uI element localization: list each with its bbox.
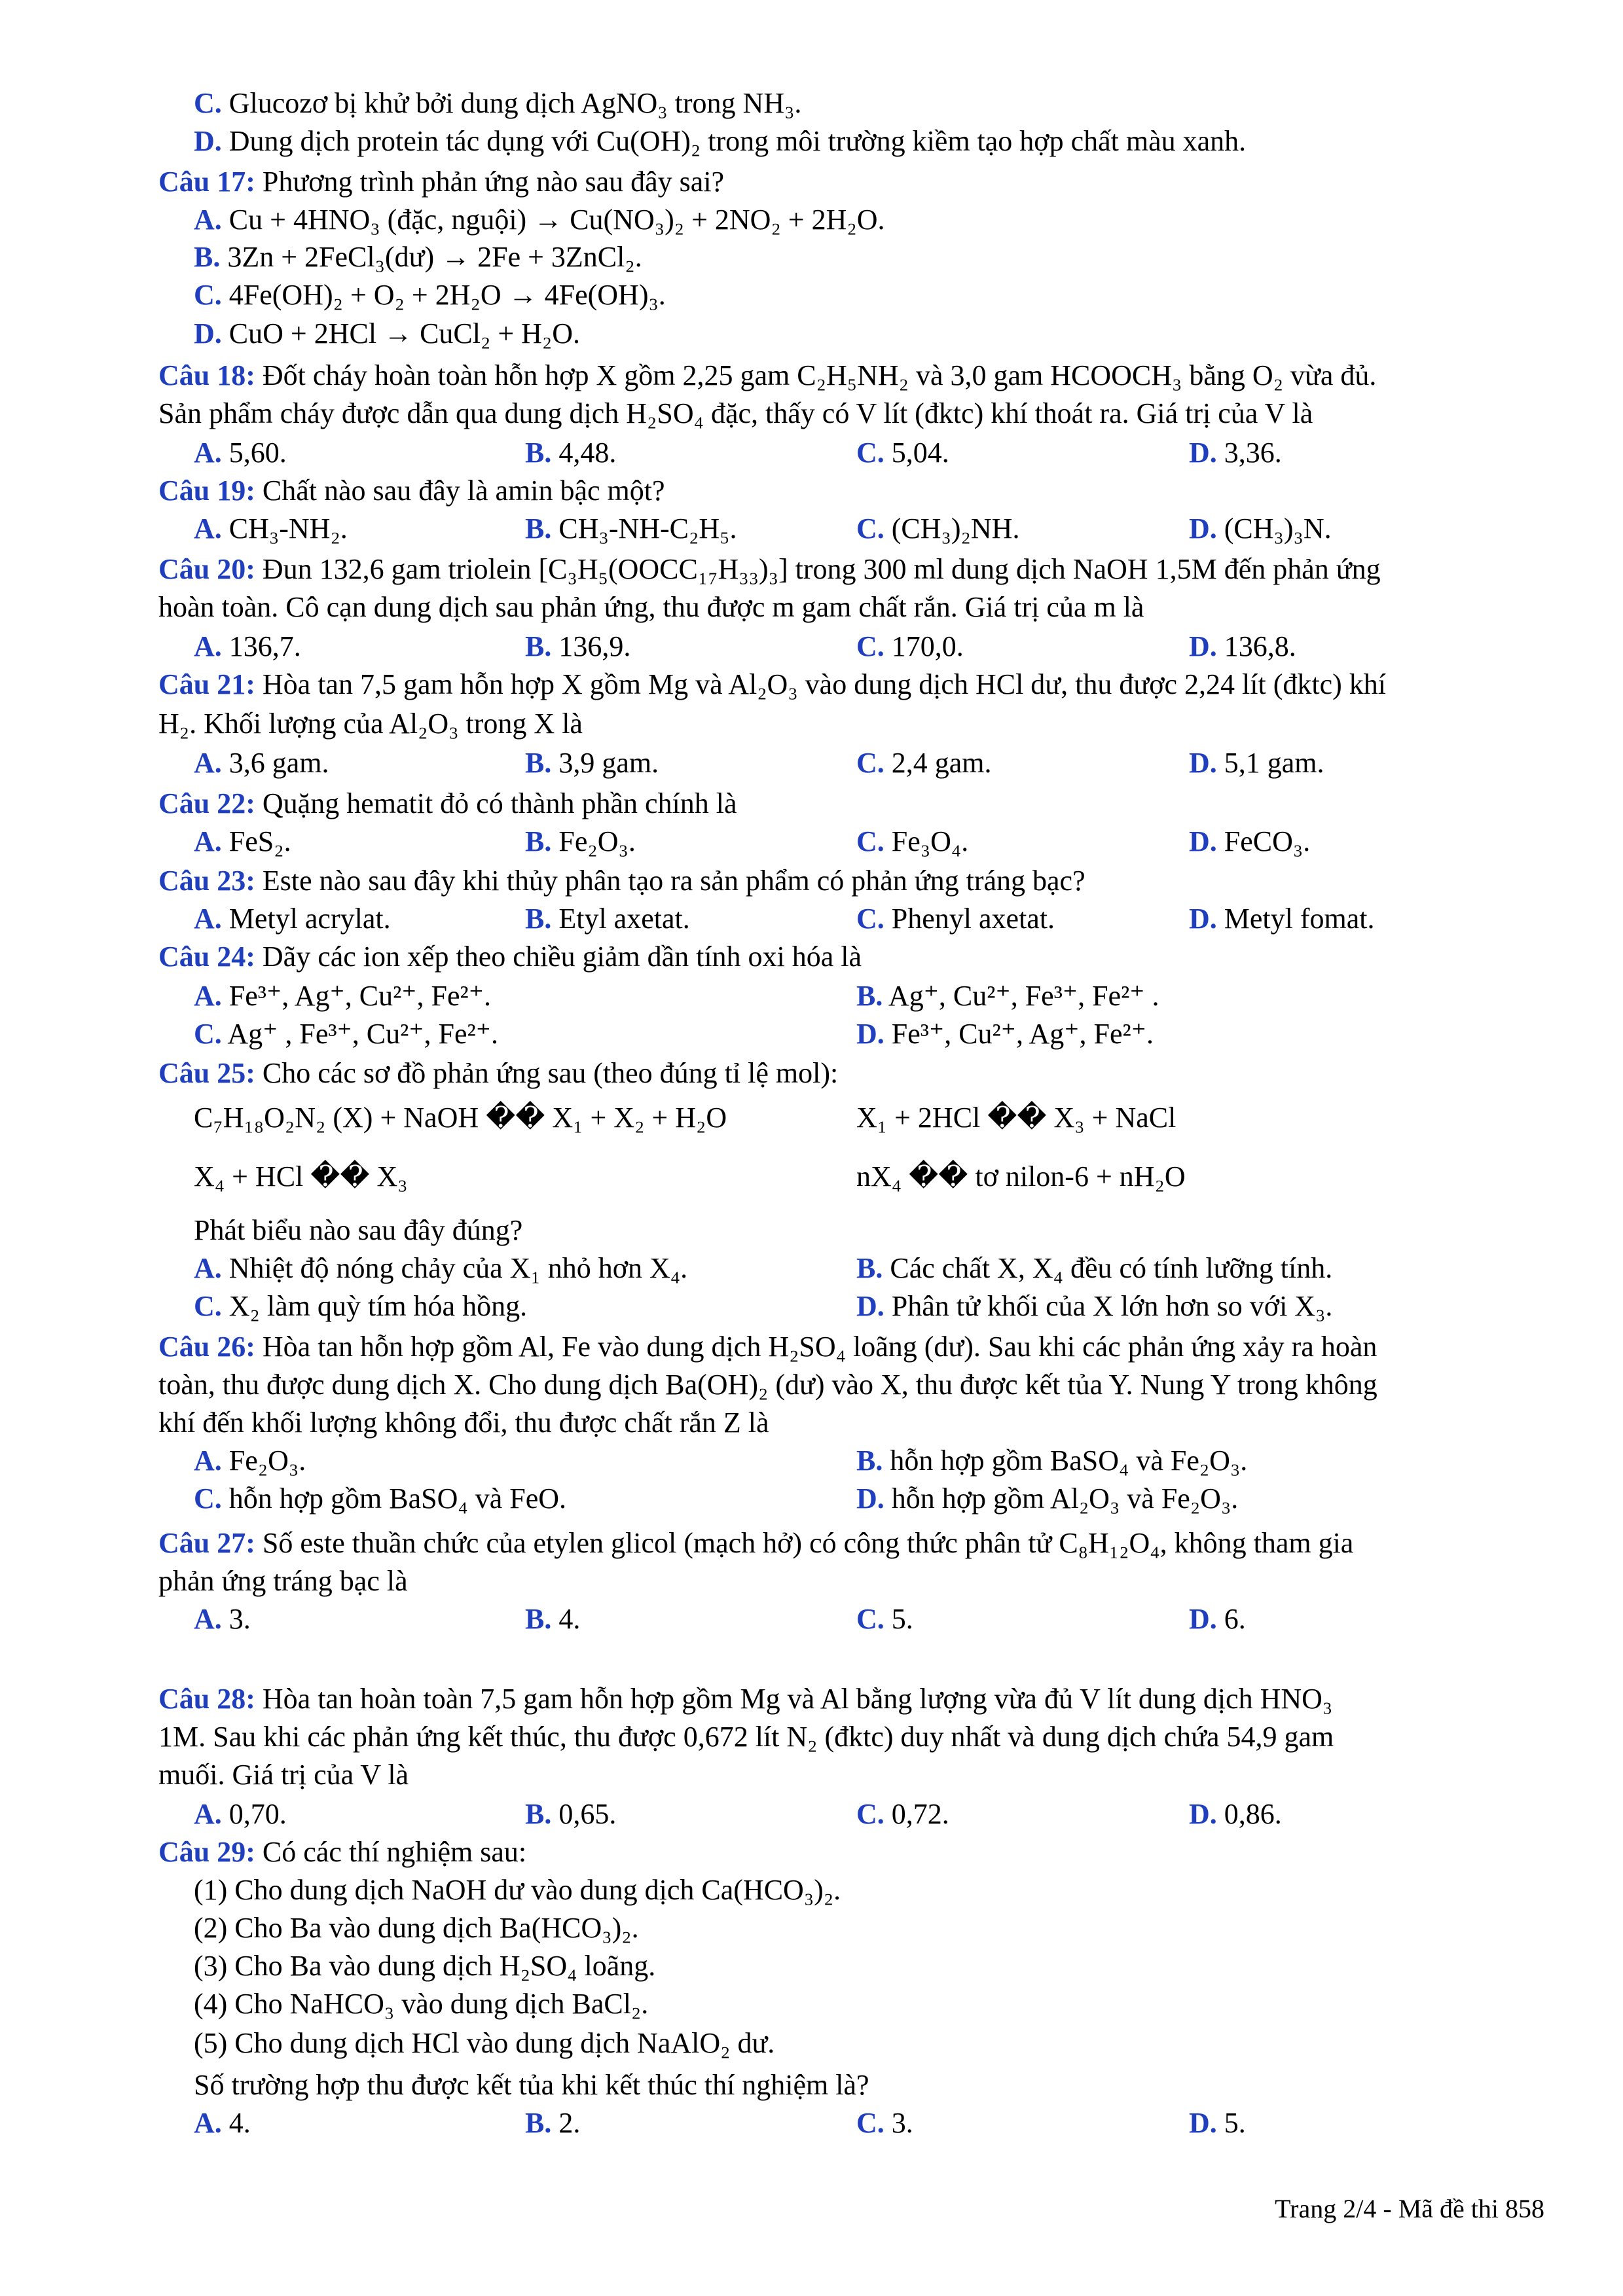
question-number: Câu 28: — [158, 1683, 255, 1715]
option-letter: A. — [194, 903, 222, 935]
option-letter: C. — [194, 1290, 222, 1322]
answer-option: A. FeS₂. — [194, 825, 291, 857]
answer-option: A. 0,70. — [194, 1798, 287, 1830]
question-text: Câu 24: Dãy các ion xếp theo chiều giảm dần tính oxi hóa là — [158, 941, 862, 973]
answer-option: C. Phenyl axetat. — [856, 903, 1055, 935]
option-letter: B. — [525, 512, 552, 545]
option-letter: B. — [856, 1444, 883, 1477]
answer-option: C. 5. — [856, 1603, 913, 1635]
option-letter: A. — [194, 1444, 222, 1477]
option-letter: C. — [856, 512, 884, 545]
text-line: Sản phẩm cháy được dẫn qua dung dịch H₂SO₄ đặc, thấy có V lít (đktc) khí thoát ra. Giá trị của V là — [158, 397, 1313, 429]
option-letter: B. — [525, 437, 552, 469]
text-line: A. Cu + 4HNO₃ (đặc, nguội) → Cu(NO₃)₂ + 2NO₂ + 2H₂O. — [194, 204, 885, 236]
question-number: Câu 22: — [158, 787, 255, 819]
answer-cell: X₁ + 2HCl �� X₃ + NaCl — [856, 1102, 1176, 1134]
question-text: Câu 21: Hòa tan 7,5 gam hỗn hợp X gồm Mg và Al₂O₃ vào dung dịch HCl dư, thu được 2,24 lít (đktc) khí — [158, 668, 1386, 700]
option-letter: C. — [194, 1482, 222, 1515]
answer-cell: B. Ag⁺, Cu²⁺, Fe³⁺, Fe²⁺ . — [856, 980, 1159, 1012]
option-letter: C. — [856, 747, 884, 779]
answer-option: A. Metyl acrylat. — [194, 903, 391, 935]
answer-option: A. 3. — [194, 1603, 251, 1635]
text-line: D. CuO + 2HCl → CuCl₂ + H₂O. — [194, 317, 581, 350]
question-text: Câu 19: Chất nào sau đây là amin bậc một? — [158, 475, 665, 507]
answer-cell: D. Phân tử khối của X lớn hơn so với X₃. — [856, 1290, 1333, 1322]
option-letter: D. — [856, 1482, 884, 1515]
option-letter: B. — [525, 1603, 552, 1635]
answer-option: A. 3,6 gam. — [194, 747, 329, 779]
question-text: Câu 22: Quặng hematit đỏ có thành phần chính là — [158, 787, 737, 819]
option-letter: A. — [194, 747, 222, 779]
option-letter: C. — [194, 279, 222, 311]
option-letter: B. — [856, 1252, 883, 1284]
option-letter: D. — [1189, 1603, 1217, 1635]
question-number: Câu 24: — [158, 941, 255, 973]
answer-option: C. (CH₃)₂NH. — [856, 512, 1020, 545]
answer-option: D. FeCO₃. — [1189, 825, 1311, 857]
answer-option: B. 3,9 gam. — [525, 747, 659, 779]
text-line: toàn, thu được dung dịch X. Cho dung dịch Ba(OH)₂ (dư) vào X, thu được kết tủa Y. Nung Y trong không — [158, 1369, 1377, 1401]
option-letter: D. — [1189, 630, 1217, 662]
question-number: Câu 23: — [158, 865, 255, 897]
answer-option: C. 0,72. — [856, 1798, 949, 1830]
answer-cell: C₇H₁₈O₂N₂ (X) + NaOH �� X₁ + X₂ + H₂O — [194, 1102, 727, 1134]
option-letter: C. — [194, 1018, 222, 1050]
option-letter: D. — [856, 1018, 884, 1050]
answer-option: B. 136,9. — [525, 630, 631, 662]
text-line: (2) Cho Ba vào dung dịch Ba(HCO₃)₂. — [194, 1912, 639, 1944]
text-line: Số trường hợp thu được kết tủa khi kết thúc thí nghiệm là? — [194, 2069, 869, 2101]
answer-option: C. 2,4 gam. — [856, 747, 992, 779]
question-number: Câu 19: — [158, 475, 255, 507]
text-line: (5) Cho dung dịch HCl vào dung dịch NaAlO₂ dư. — [194, 2027, 775, 2059]
question-text: Câu 18: Đốt cháy hoàn toàn hỗn hợp X gồm 2,25 gam C₂H₅NH₂ và 3,0 gam HCOOCH₃ bằng O₂ vừa đủ. — [158, 359, 1377, 391]
option-letter: C. — [856, 630, 884, 662]
page-footer: Trang 2/4 - Mã đề thi 858 — [1275, 2194, 1544, 2223]
answer-option: B. CH₃-NH-C₂H₅. — [525, 512, 737, 545]
question-text: Câu 17: Phương trình phản ứng nào sau đây sai? — [158, 166, 725, 198]
option-letter: B. — [525, 903, 552, 935]
question-text: Câu 23: Este nào sau đây khi thủy phân tạo ra sản phẩm có phản ứng tráng bạc? — [158, 865, 1085, 897]
question-text: Câu 27: Số este thuần chức của etylen glicol (mạch hở) có công thức phân tử C₈H₁₂O₄, không tham gia — [158, 1527, 1354, 1559]
text-line: muối. Giá trị của V là — [158, 1759, 409, 1791]
question-number: Câu 17: — [158, 166, 255, 198]
text-line: 1M. Sau khi các phản ứng kết thúc, thu được 0,672 lít N₂ (đktc) duy nhất và dung dịch chứa 54,9 gam — [158, 1721, 1334, 1753]
option-letter: D. — [1189, 747, 1217, 779]
option-letter: B. — [525, 630, 552, 662]
answer-option: B. 4,48. — [525, 437, 617, 469]
text-line: C. 4Fe(OH)₂ + O₂ + 2H₂O → 4Fe(OH)₃. — [194, 279, 666, 311]
option-letter: D. — [1189, 825, 1217, 857]
answer-option: D. (CH₃)₃N. — [1189, 512, 1332, 545]
text-line: D. Dung dịch protein tác dụng với Cu(OH)₂ trong môi trường kiềm tạo hợp chất màu xanh. — [194, 125, 1247, 157]
answer-cell: A. Nhiệt độ nóng chảy của X₁ nhỏ hơn X₄. — [194, 1252, 688, 1284]
option-letter: A. — [194, 2107, 222, 2139]
question-text: Câu 28: Hòa tan hoàn toàn 7,5 gam hỗn hợp gồm Mg và Al bằng lượng vừa đủ V lít dung dịch HNO₃ — [158, 1683, 1333, 1715]
option-letter: D. — [1189, 512, 1217, 545]
option-letter: B. — [525, 2107, 552, 2139]
text-line: phản ứng tráng bạc là — [158, 1565, 408, 1597]
question-number: Câu 18: — [158, 359, 255, 391]
option-letter: D. — [856, 1290, 884, 1322]
answer-option: D. 3,36. — [1189, 437, 1282, 469]
answer-option: A. 4. — [194, 2107, 251, 2139]
answer-option: D. Metyl fomat. — [1189, 903, 1375, 935]
text-line: B. 3Zn + 2FeCl₃(dư) → 2Fe + 3ZnCl₂. — [194, 241, 642, 273]
question-text: Câu 25: Cho các sơ đồ phản ứng sau (theo đúng tỉ lệ mol): — [158, 1057, 839, 1089]
question-text: Câu 20: Đun 132,6 gam triolein [C₃H₅(OOCC₁₇H₃₃)₃] trong 300 ml dung dịch NaOH 1,5M đến phản ứng — [158, 553, 1381, 585]
option-letter: B. — [525, 747, 552, 779]
answer-cell: C. hỗn hợp gồm BaSO₄ và FeO. — [194, 1482, 567, 1515]
answer-cell: A. Fe₂O₃. — [194, 1444, 306, 1477]
answer-option: D. 5,1 gam. — [1189, 747, 1324, 779]
option-letter: D. — [1189, 1798, 1217, 1830]
option-letter: D. — [1189, 903, 1217, 935]
answer-option: B. 0,65. — [525, 1798, 617, 1830]
answer-option: A. 136,7. — [194, 630, 301, 662]
option-letter: B. — [525, 1798, 552, 1830]
answer-cell: B. Các chất X, X₄ đều có tính lưỡng tính. — [856, 1252, 1333, 1284]
answer-option: B. Etyl axetat. — [525, 903, 690, 935]
answer-option: C. 170,0. — [856, 630, 964, 662]
question-number: Câu 29: — [158, 1836, 255, 1868]
option-letter: A. — [194, 1798, 222, 1830]
option-letter: B. — [856, 980, 883, 1012]
answer-cell: B. hỗn hợp gồm BaSO₄ và Fe₂O₃. — [856, 1444, 1248, 1477]
answer-cell: nX₄ �� tơ nilon-6 + nH₂O — [856, 1160, 1186, 1193]
text-line: (3) Cho Ba vào dung dịch H₂SO₄ loãng. — [194, 1950, 656, 1982]
answer-option: C. 5,04. — [856, 437, 949, 469]
option-letter: A. — [194, 1252, 222, 1284]
option-letter: A. — [194, 1603, 222, 1635]
text-line: (4) Cho NaHCO₃ vào dung dịch BaCl₂. — [194, 1988, 649, 2020]
option-letter: A. — [194, 512, 222, 545]
option-letter: A. — [194, 437, 222, 469]
option-letter: C. — [856, 2107, 884, 2139]
text-line: C. Glucozơ bị khử bởi dung dịch AgNO₃ trong NH₃. — [194, 87, 802, 119]
answer-cell: A. Fe³⁺, Ag⁺, Cu²⁺, Fe²⁺. — [194, 980, 491, 1012]
answer-option: C. Fe₃O₄. — [856, 825, 969, 857]
answer-option: D. 5. — [1189, 2107, 1246, 2139]
answer-option: D. 0,86. — [1189, 1798, 1282, 1830]
option-letter: C. — [856, 437, 884, 469]
answer-option: A. CH₃-NH₂. — [194, 512, 348, 545]
question-number: Câu 25: — [158, 1057, 255, 1089]
text-line: hoàn toàn. Cô cạn dung dịch sau phản ứng, thu được m gam chất rắn. Giá trị của m là — [158, 591, 1144, 623]
answer-cell: D. hỗn hợp gồm Al₂O₃ và Fe₂O₃. — [856, 1482, 1239, 1515]
question-text: Câu 29: Có các thí nghiệm sau: — [158, 1836, 527, 1868]
option-letter: C. — [194, 87, 222, 119]
option-letter: D. — [1189, 437, 1217, 469]
option-letter: A. — [194, 630, 222, 662]
question-number: Câu 26: — [158, 1331, 255, 1363]
option-letter: D. — [194, 125, 222, 157]
answer-option: A. 5,60. — [194, 437, 287, 469]
answer-cell: C. Ag⁺ , Fe³⁺, Cu²⁺, Fe²⁺. — [194, 1018, 498, 1050]
option-letter: A. — [194, 825, 222, 857]
option-letter: C. — [856, 903, 884, 935]
answer-option: B. 4. — [525, 1603, 581, 1635]
question-number: Câu 27: — [158, 1527, 255, 1559]
answer-option: D. 136,8. — [1189, 630, 1296, 662]
text-line: (1) Cho dung dịch NaOH dư vào dung dịch Ca(HCO₃)₂. — [194, 1874, 841, 1906]
answer-cell: D. Fe³⁺, Cu²⁺, Ag⁺, Fe²⁺. — [856, 1018, 1154, 1050]
text-line: Phát biểu nào sau đây đúng? — [194, 1214, 523, 1246]
option-letter: D. — [194, 317, 222, 350]
question-number: Câu 20: — [158, 553, 255, 585]
question-text: Câu 26: Hòa tan hỗn hợp gồm Al, Fe vào dung dịch H₂SO₄ loãng (dư). Sau khi các phản ứng xảy ra hoàn — [158, 1331, 1377, 1363]
option-letter: C. — [856, 825, 884, 857]
text-line: H₂. Khối lượng của Al₂O₃ trong X là — [158, 708, 583, 740]
answer-option: B. 2. — [525, 2107, 581, 2139]
text-line: khí đến khối lượng không đổi, thu được chất rắn Z là — [158, 1407, 769, 1439]
option-letter: C. — [856, 1798, 884, 1830]
answer-cell: X₄ + HCl �� X₃ — [194, 1160, 408, 1193]
option-letter: A. — [194, 980, 222, 1012]
answer-option: B. Fe₂O₃. — [525, 825, 636, 857]
option-letter: B. — [194, 241, 221, 273]
answer-option: C. 3. — [856, 2107, 913, 2139]
question-number: Câu 21: — [158, 668, 255, 700]
option-letter: B. — [525, 825, 552, 857]
answer-cell: C. X₂ làm quỳ tím hóa hồng. — [194, 1290, 528, 1322]
option-letter: A. — [194, 204, 222, 236]
option-letter: D. — [1189, 2107, 1217, 2139]
answer-option: D. 6. — [1189, 1603, 1246, 1635]
option-letter: C. — [856, 1603, 884, 1635]
